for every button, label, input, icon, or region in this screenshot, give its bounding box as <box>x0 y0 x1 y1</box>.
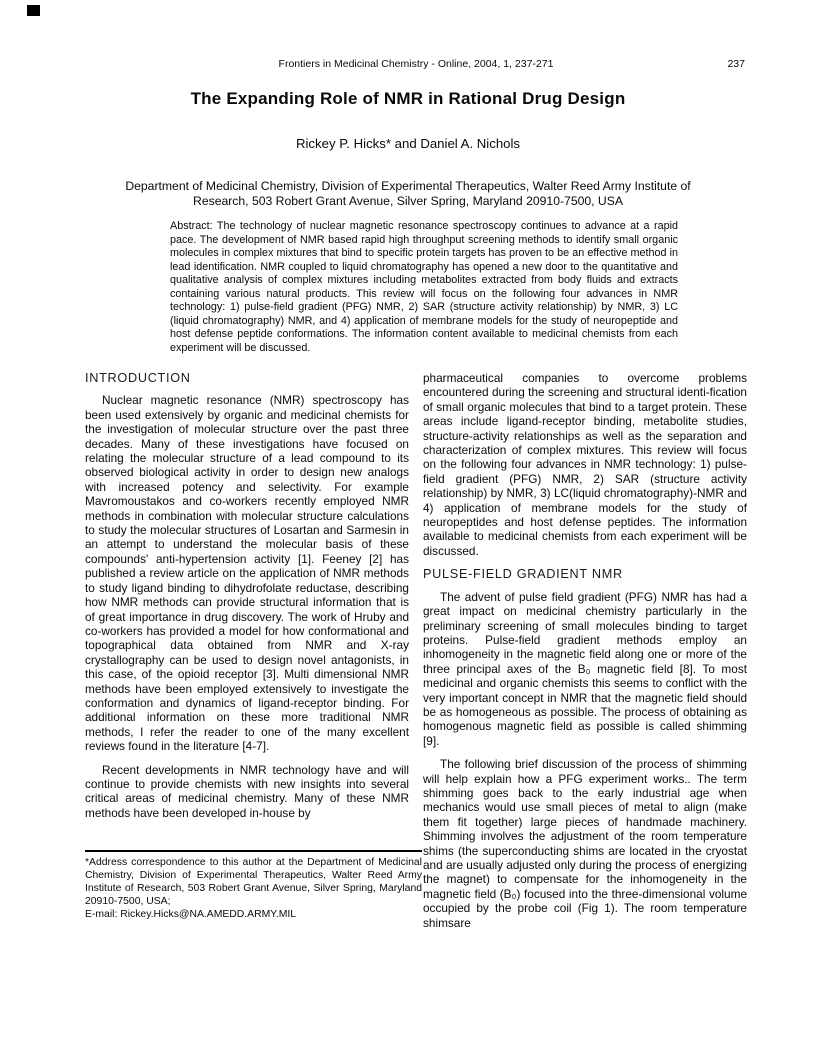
right-column <box>423 371 747 939</box>
article-title: The Expanding Role of NMR in Rational Drug Design <box>190 89 626 108</box>
abstract-block <box>170 220 678 355</box>
abstract-paragraph <box>170 220 678 355</box>
page-number: 237 <box>727 58 745 70</box>
abstract-label: Abstract: <box>170 220 213 232</box>
intro-paragraph-1: Nuclear magnetic resonance (NMR) spectroscopy has been used extensively by organic and medicinal chemists for the investigation of molecular structure over the past three decades. Many of these investigations have focused on relating the molecular structure of a lead compound to its observed biological activity in order to design new analogs with increased potency and selectivity. For example Mavromoustakos and co-workers recently employed NMR methods in combination with molecular structure calculations to study the molecular structures of Losartan and Sarmesin in an attempt to understand the molecular basis of these compounds' anti-hypertension activity [1]. Feeney [2] has published a review article on the application of NMR methods to study ligand binding to dihydrofolate reductase, describing how NMR methods can provide structural information that is of great importance in drug discovery. The work of Hruby and co-workers has provided a model for how conformational and topographical data obtained from NMR and X-ray crystallography can be used to design novel antagonists, in this case, of the opioid receptor [3]. Multi dimensional NMR methods have been employed extensively to investigate the conformation and dynamics of ligand-receptor binding. For additional information on these more traditional NMR methods, I refer the reader to one of the many excellent reviews found in the literature [4-7]. <box>85 393 409 754</box>
correspondence-footnote <box>85 850 422 921</box>
footnote-email: E-mail: Rickey.Hicks@NA.AMEDD.ARMY.MIL <box>85 909 297 921</box>
section-heading-introduction: INTRODUCTION <box>85 371 191 385</box>
section-heading-pulse-field-gradient-nmr: PULSE-FIELD GRADIENT NMR <box>423 567 623 582</box>
affiliation: Department of Medicinal Chemistry, Division of Experimental Therapeutics, Walter Reed Army Institute of Research, 503 Robert Grant Avenue, Silver Spring, Maryland 20910-7500, USA <box>125 179 691 209</box>
pfg-paragraph-1: The advent of pulse field gradient (PFG) NMR has had a great impact on medicinal chemistry particularly in the preliminary screening of small molecules binding to target proteins. Pulse-field gradient methods employ an inhomogeneity in the magnetic field along one or more of the three principal axes of the B₀ magnetic field [8]. To most medicinal and organic chemists this seems to conflict with the very important concept in NMR that the magnetic field should be as homogeneous as possible. The process of obtaining as homogenous magnetic field as possible is called shimming [9]. <box>423 589 747 748</box>
page-header <box>85 58 747 71</box>
pfg-paragraph-2: The following brief discussion of the process of shimming will help explain how a PFG experiment works.. The term shimming goes back to the early industrial age when mechanics would use small pieces of metal to align (make them fit together) large pieces of handmade machinery. Shimming involves the adjustment of the room temperature shims (the superconducting shims are located in the cryostat and are usually adjusted only during the process of energizing the magnet) to compensate for the inhomogeneity in the magnetic field (B₀) focused into the three-dimensional volume occupied by the probe coil (Fig 1). The room temperature shimsare <box>423 757 747 930</box>
corner-mark <box>27 5 40 16</box>
footnote-address: *Address correspondence to this author at the Department of Medicinal Chemistry, Division of Experimental Therapeutics, Walter Reed Army Institute of Research, 503 Robert Grant Avenue, Silver Spring, Maryland 20910-7500, USA; <box>85 857 422 908</box>
journal-citation-line: Frontiers in Medicinal Chemistry - Online, 2004, 1, 237-271 <box>278 58 554 70</box>
footnote-divider <box>85 850 422 852</box>
abstract-text: The technology of nuclear magnetic resonance spectroscopy continues to advance at a rapid pace. The development of NMR based rapid high throughput screening methods to identify small organic molecules in complex mixtures that bind to specific protein targets has proven to be an effective method in lead identification. NMR coupled to liquid chromatography has opened a new door to the quantitative and qualitative analysis of complex mixtures including metabolites extracted from body fluids and extracts containing various natural products. This review will focus on the following four advances in NMR technology: 1) pulse-field gradient (PFG) NMR, 2) SAR (structure activity relationship) by NMR, 3) LC (liquid chromatography) NMR, and 4) application of membrane models for the study of neuropeptide and host defense peptide conformations. The information content available to medicinal chemists from each experiment will be discussed. <box>170 220 678 354</box>
intro-paragraph-2: Recent developments in NMR technology have and will continue to provide chemists with new insights into several critical areas of medicinal chemistry. Many of these NMR methods have been developed in-house by <box>85 762 409 820</box>
authors-line: Rickey P. Hicks* and Daniel A. Nichols <box>295 136 521 151</box>
intro-paragraph-2-continuation: pharmaceutical companies to overcome problems encountered during the screening and structural identi-fication of small organic molecules that bind to a target protein. These areas include ligand-receptor binding, metabolite studies, structure-activity relationships as well as the separation and characterization of complex mixtures. This review will focus on the following four advances in NMR technology: 1) pulse-field gradient (PFG) NMR, 2) SAR (structure activity relationship) by NMR, 3) LC(liquid chromatography)-NMR and 4) application of membrane models for the study of neuropeptides and host defense peptides. The information available to medicinal chemists from each experiment will be discussed. <box>423 371 747 558</box>
